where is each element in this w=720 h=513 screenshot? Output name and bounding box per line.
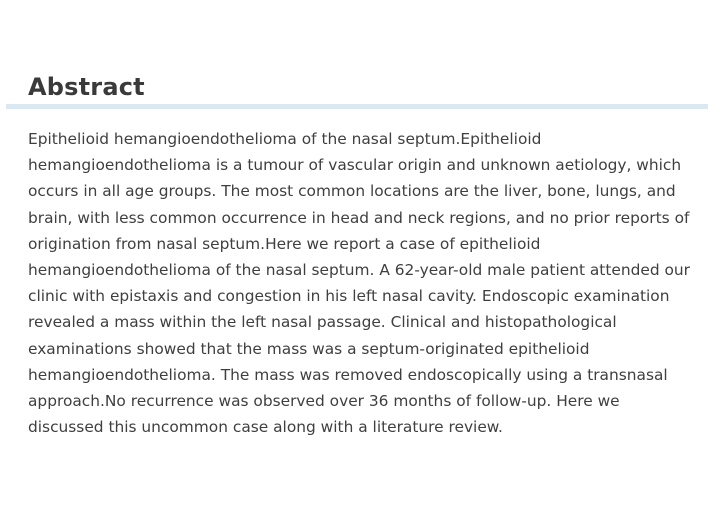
- abstract-body: [28, 126, 700, 440]
- abstract-line: discussed this uncommon case along with a literature review.: [28, 418, 503, 437]
- abstract-line: revealed a mass within the left nasal passage. Clinical and histopathological: [28, 313, 617, 332]
- abstract-line: hemangioendothelioma of the nasal septum. A 62-year-old male patient attended our: [28, 261, 690, 280]
- abstract-line: Epithelioid hemangioendothelioma of the nasal septum.Epithelioid: [28, 130, 542, 148]
- abstract-line: occurs in all age groups. The most common locations are the liver, bone, lungs, and: [28, 182, 676, 201]
- heading-divider: [6, 104, 708, 109]
- abstract-heading: Abstract: [28, 73, 145, 101]
- abstract-line: examinations showed that the mass was a septum-originated epithelioid: [28, 339, 590, 358]
- abstract-line: clinic with epistaxis and congestion in his left nasal cavity. Endoscopic examination: [28, 287, 670, 306]
- abstract-line: brain, with less common occurrence in head and neck regions, and no prior reports of: [28, 208, 690, 227]
- abstract-line: hemangioendothelioma is a tumour of vascular origin and unknown aetiology, which: [28, 156, 682, 175]
- abstract-line: hemangioendothelioma. The mass was removed endoscopically using a transnasal: [28, 365, 668, 384]
- abstract-line: origination from nasal septum.Here we report a case of epithelioid: [28, 234, 541, 253]
- abstract-line: approach.No recurrence was observed over 36 months of follow-up. Here we: [28, 392, 620, 411]
